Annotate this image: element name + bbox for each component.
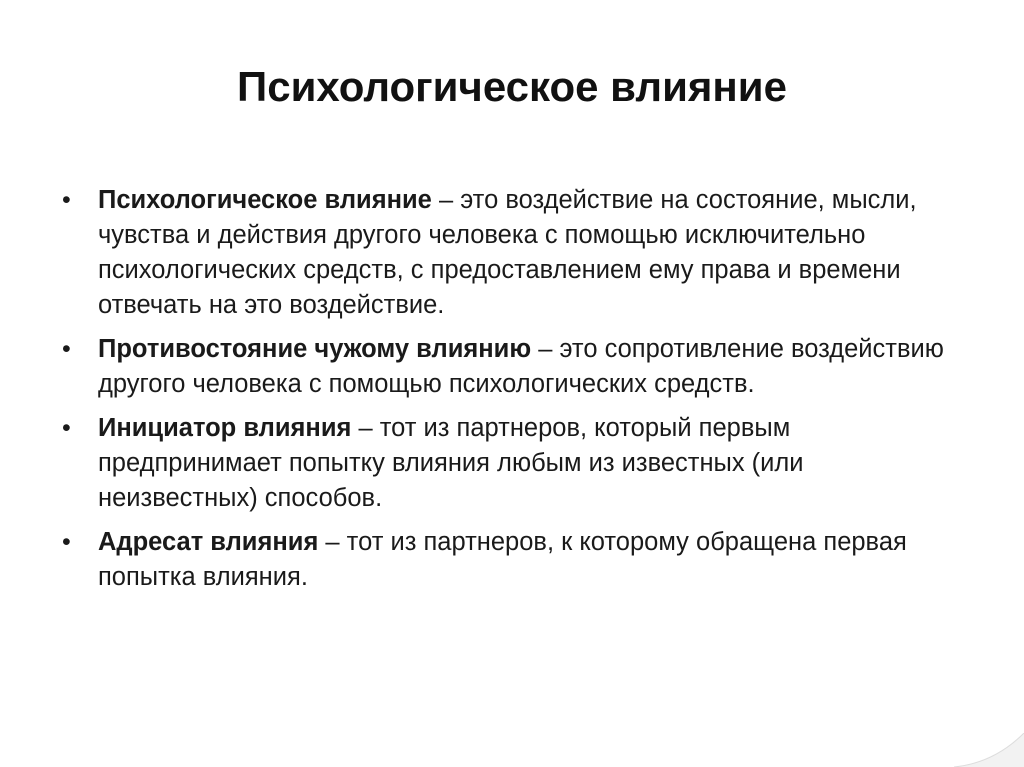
- bullet-icon: •: [62, 414, 71, 442]
- bullet-definition: – тот из партнеров, который первым предпринимает попытку влияния любым из известных (или неизвестных) способов.: [98, 414, 804, 512]
- bullet-term: Противостояние чужому влиянию: [98, 335, 532, 363]
- bullet-item-addressee: [62, 525, 957, 595]
- bullet-term: Инициатор влияния: [98, 414, 352, 442]
- bullet-icon: •: [62, 186, 71, 214]
- bullet-definition: – тот из партнеров, к которому обращена первая попытка влияния.: [98, 528, 907, 591]
- bullet-term: Психологическое влияние: [98, 186, 432, 214]
- bullet-definition: – это воздействие на состояние, мысли, чувства и действия другого человека с помощью исключительно психологических средств, с предоставлением ему права и времени отвечать на это воздействие.: [98, 186, 917, 319]
- bullet-item-initiator: [62, 411, 957, 516]
- bullet-list: [62, 183, 957, 604]
- page-curl-icon: [954, 733, 1024, 767]
- slide-title: Психологическое влияние: [237, 63, 787, 110]
- bullet-term: Адресат влияния: [98, 528, 319, 556]
- bullet-item-resistance: [62, 332, 957, 402]
- bullet-item-influence: [62, 183, 957, 323]
- bullet-definition: – это сопротивление воздействию другого человека с помощью психологических средств.: [98, 335, 944, 398]
- bullet-icon: •: [62, 335, 71, 363]
- bullet-icon: •: [62, 528, 71, 556]
